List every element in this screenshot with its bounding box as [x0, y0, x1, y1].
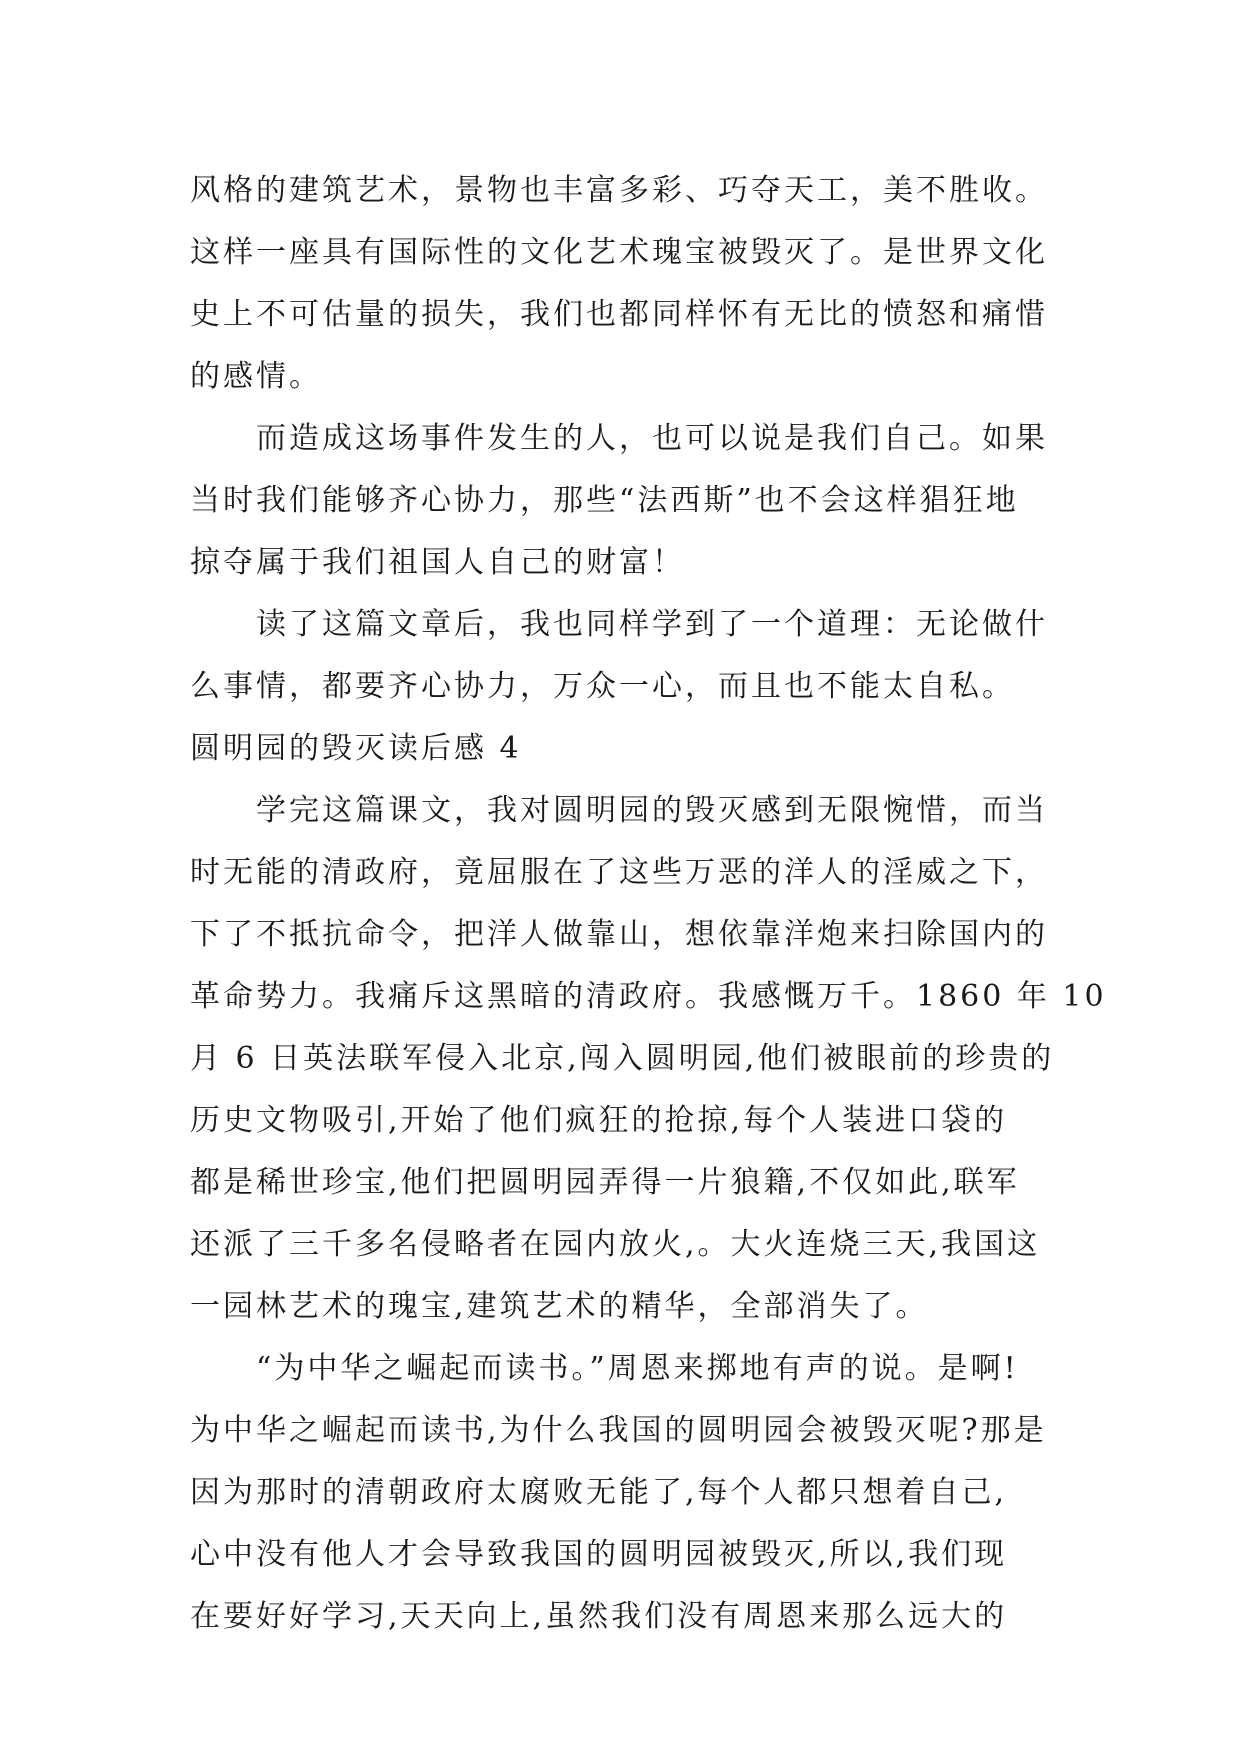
- text-line: 一园林艺术的瑰宝,建筑艺术的精华，全部消失了。: [190, 1289, 929, 1324]
- paragraph-start-line: 读了这篇文章后，我也同样学到了一个道理：无论做什: [256, 607, 1048, 642]
- text-line: 心中没有他人才会导致我国的圆明园被毁灭,所以,我们现: [190, 1537, 1008, 1572]
- document-body: [190, 160, 1107, 1648]
- text-line: 时无能的清政府，竟屈服在了这些万恶的洋人的淫威之下，: [190, 855, 1048, 890]
- text-line: 史上不可估量的损失，我们也都同样怀有无比的愤怒和痛惜: [190, 297, 1048, 332]
- paragraph-start-line: 学完这篇课文，我对圆明园的毁灭感到无限惋惜，而当: [256, 793, 1048, 828]
- paragraph-start-line: “为中华之崛起而读书。”周恩来掷地有声的说。是啊!: [256, 1351, 1019, 1386]
- text-line: 掠夺属于我们祖国人自己的财富！: [190, 545, 685, 580]
- text-line: 还派了三千多名侵略者在园内放火,。大火连烧三天,我国这: [190, 1227, 1041, 1262]
- text-line: 在要好好学习,天天向上,虽然我们没有周恩来那么远大的: [190, 1599, 1008, 1634]
- text-line: 为中华之崛起而读书,为什么我国的圆明园会被毁灭呢?那是: [190, 1413, 1047, 1448]
- text-line: 历史文物吸引,开始了他们疯狂的抢掠,每个人装进口袋的: [190, 1103, 1008, 1138]
- paragraph-start-line: 而造成这场事件发生的人，也可以说是我们自己。如果: [256, 421, 1048, 456]
- text-line: 月 6 日英法联军侵入北京,闯入圆明园,他们被眼前的珍贵的: [190, 1041, 1055, 1076]
- text-line: 的感情。: [190, 359, 322, 394]
- text-line: 都是稀世珍宝,他们把圆明园弄得一片狼籍,不仅如此,联军: [190, 1165, 1020, 1200]
- text-line: 下了不抵抗命令，把洋人做靠山，想依靠洋炮来扫除国内的: [190, 917, 1048, 952]
- text-line: 革命势力。我痛斥这黑暗的清政府。我感慨万千。1860 年 10: [190, 979, 1107, 1014]
- section-heading: 圆明园的毁灭读后感 4: [190, 731, 522, 766]
- text-line: 因为那时的清朝政府太腐败无能了,每个人都只想着自己,: [190, 1475, 1008, 1510]
- text-line: 风格的建筑艺术，景物也丰富多彩、巧夺天工，美不胜收。: [190, 173, 1048, 208]
- text-line: 么事情，都要齐心协力，万众一心，而且也不能太自私。: [190, 669, 1015, 704]
- text-line: 这样一座具有国际性的文化艺术瑰宝被毁灭了。是世界文化: [190, 235, 1048, 270]
- text-line: 当时我们能够齐心协力，那些“法西斯”也不会这样猖狂地: [190, 483, 1019, 518]
